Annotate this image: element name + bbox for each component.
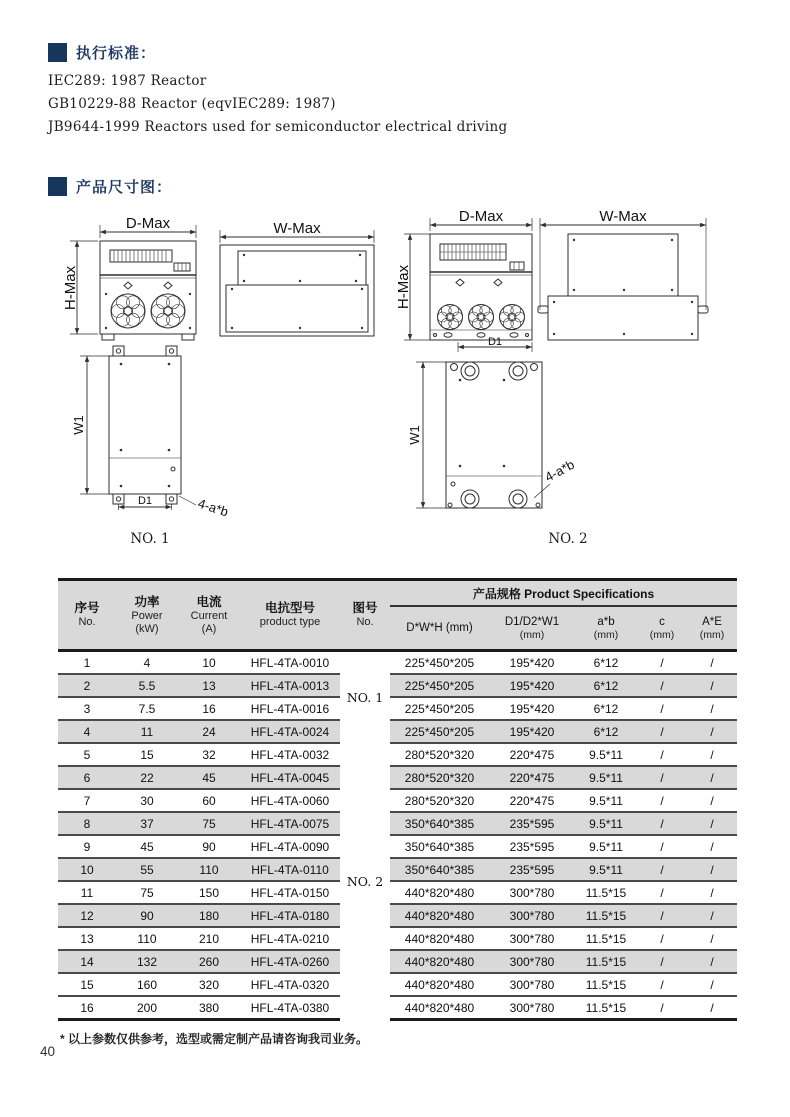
col-header-current: 电流 Current (A) bbox=[178, 580, 240, 651]
cell-power: 4 bbox=[116, 651, 178, 675]
cell-current: 13 bbox=[178, 674, 240, 697]
cell-ae: / bbox=[687, 651, 737, 675]
fan-icon bbox=[151, 294, 185, 328]
cell-ab: 9.5*11 bbox=[575, 858, 637, 881]
cell-ab: 11.5*15 bbox=[575, 881, 637, 904]
fan-icon bbox=[500, 305, 525, 330]
cell-power: 75 bbox=[116, 881, 178, 904]
fan-icon bbox=[438, 305, 463, 330]
cell-power: 132 bbox=[116, 950, 178, 973]
cell-ae: / bbox=[687, 973, 737, 996]
figure-ref-cell: NO. 1 bbox=[340, 651, 390, 744]
cell-no: 3 bbox=[58, 697, 116, 720]
cell-ab: 6*12 bbox=[575, 674, 637, 697]
cell-c: / bbox=[637, 904, 687, 927]
cell-c: / bbox=[637, 651, 687, 675]
cell-ae: / bbox=[687, 812, 737, 835]
d1-label: D1 bbox=[137, 495, 153, 507]
table-row bbox=[58, 697, 737, 720]
cell-product-type: HFL-4TA-0016 bbox=[240, 697, 340, 720]
cell-dwh: 350*640*385 bbox=[390, 812, 489, 835]
w1-label: W1 bbox=[407, 425, 422, 445]
cell-power: 30 bbox=[116, 789, 178, 812]
product-spec-table bbox=[58, 578, 737, 1021]
cell-product-type: HFL-4TA-0090 bbox=[240, 835, 340, 858]
cell-ab: 9.5*11 bbox=[575, 789, 637, 812]
cell-current: 45 bbox=[178, 766, 240, 789]
cell-dwh: 350*640*385 bbox=[390, 835, 489, 858]
d-max-label: D-Max bbox=[125, 215, 171, 232]
cell-product-type: HFL-4TA-0110 bbox=[240, 858, 340, 881]
cell-ae: / bbox=[687, 835, 737, 858]
standards-section bbox=[48, 42, 507, 139]
standard-item: JB9644-1999 Reactors used for semiconductor electrical driving bbox=[48, 119, 508, 135]
cell-ae: / bbox=[687, 927, 737, 950]
cell-c: / bbox=[637, 789, 687, 812]
cell-c: / bbox=[637, 858, 687, 881]
cell-dwh: 225*450*205 bbox=[390, 720, 489, 743]
table-row bbox=[58, 812, 737, 835]
col-header-no: 序号 No. bbox=[58, 580, 116, 651]
no1-side-view-drawing bbox=[210, 222, 382, 342]
dimension-title: 产品尺寸图： bbox=[76, 179, 173, 196]
cell-current: 16 bbox=[178, 697, 240, 720]
cell-d1w1: 235*595 bbox=[489, 858, 575, 881]
cell-ab: 11.5*15 bbox=[575, 973, 637, 996]
cell-dwh: 225*450*205 bbox=[390, 651, 489, 675]
table-row bbox=[58, 651, 737, 675]
table-row bbox=[58, 881, 737, 904]
cell-no: 15 bbox=[58, 973, 116, 996]
cell-product-type: HFL-4TA-0380 bbox=[240, 996, 340, 1020]
cell-power: 22 bbox=[116, 766, 178, 789]
standard-item: IEC289: 1987 Reactor bbox=[48, 73, 207, 89]
cell-product-type: HFL-4TA-0024 bbox=[240, 720, 340, 743]
cell-current: 320 bbox=[178, 973, 240, 996]
cell-no: 1 bbox=[58, 651, 116, 675]
cell-dwh: 280*520*320 bbox=[390, 743, 489, 766]
col-header-type: 电抗型号 product type bbox=[240, 580, 340, 651]
cell-c: / bbox=[637, 766, 687, 789]
cell-ae: / bbox=[687, 743, 737, 766]
cell-product-type: HFL-4TA-0180 bbox=[240, 904, 340, 927]
cell-d1w1: 235*595 bbox=[489, 812, 575, 835]
table-row bbox=[58, 835, 737, 858]
cell-no: 6 bbox=[58, 766, 116, 789]
cell-d1w1: 220*475 bbox=[489, 743, 575, 766]
cell-power: 5.5 bbox=[116, 674, 178, 697]
table-row bbox=[58, 996, 737, 1020]
page-number: 40 bbox=[40, 1044, 56, 1059]
cell-c: / bbox=[637, 973, 687, 996]
cell-no: 9 bbox=[58, 835, 116, 858]
standard-item: GB10229-88 Reactor (eqvIEC289: 1987) bbox=[48, 96, 336, 112]
cell-product-type: HFL-4TA-0075 bbox=[240, 812, 340, 835]
terminal-block bbox=[440, 244, 524, 270]
cell-no: 4 bbox=[58, 720, 116, 743]
cell-d1w1: 300*780 bbox=[489, 927, 575, 950]
col-header-d1w1: D1/D2*W1 (mm) bbox=[489, 606, 575, 651]
d-max-label: D-Max bbox=[458, 208, 504, 225]
terminal-block bbox=[110, 250, 190, 271]
cell-ae: / bbox=[687, 720, 737, 743]
cell-power: 110 bbox=[116, 927, 178, 950]
cell-current: 75 bbox=[178, 812, 240, 835]
cell-current: 90 bbox=[178, 835, 240, 858]
cell-d1w1: 300*780 bbox=[489, 904, 575, 927]
figure2-caption: NO. 2 bbox=[548, 531, 588, 547]
cell-ae: / bbox=[687, 789, 737, 812]
cell-power: 55 bbox=[116, 858, 178, 881]
cell-d1w1: 195*420 bbox=[489, 651, 575, 675]
cell-power: 45 bbox=[116, 835, 178, 858]
mounting-holes-label: 4-a*b bbox=[542, 456, 577, 485]
cell-dwh: 440*820*480 bbox=[390, 904, 489, 927]
table-row bbox=[58, 858, 737, 881]
cell-dwh: 440*820*480 bbox=[390, 927, 489, 950]
table-row bbox=[58, 927, 737, 950]
cell-power: 37 bbox=[116, 812, 178, 835]
cell-power: 11 bbox=[116, 720, 178, 743]
cell-ae: / bbox=[687, 674, 737, 697]
cell-dwh: 225*450*205 bbox=[390, 674, 489, 697]
cell-dwh: 280*520*320 bbox=[390, 766, 489, 789]
cell-no: 13 bbox=[58, 927, 116, 950]
cell-d1w1: 300*780 bbox=[489, 950, 575, 973]
cell-ae: / bbox=[687, 697, 737, 720]
section-bullet-icon bbox=[48, 43, 67, 62]
cell-power: 200 bbox=[116, 996, 178, 1020]
cell-no: 2 bbox=[58, 674, 116, 697]
cell-no: 7 bbox=[58, 789, 116, 812]
table-footnote: * 以上参数仅供参考，选型或需定制产品请咨询我司业务。 bbox=[60, 1032, 369, 1046]
cell-no: 12 bbox=[58, 904, 116, 927]
cell-ae: / bbox=[687, 904, 737, 927]
cell-ab: 9.5*11 bbox=[575, 835, 637, 858]
standards-title: 执行标准： bbox=[76, 45, 157, 62]
cell-ae: / bbox=[687, 858, 737, 881]
cell-product-type: HFL-4TA-0150 bbox=[240, 881, 340, 904]
cell-c: / bbox=[637, 927, 687, 950]
col-header-ab: a*b (mm) bbox=[575, 606, 637, 651]
cell-product-type: HFL-4TA-0060 bbox=[240, 789, 340, 812]
table-row bbox=[58, 950, 737, 973]
cell-current: 380 bbox=[178, 996, 240, 1020]
cell-d1w1: 300*780 bbox=[489, 881, 575, 904]
cell-product-type: HFL-4TA-0045 bbox=[240, 766, 340, 789]
cell-dwh: 350*640*385 bbox=[390, 858, 489, 881]
cell-product-type: HFL-4TA-0032 bbox=[240, 743, 340, 766]
col-header-c: c (mm) bbox=[637, 606, 687, 651]
cell-ab: 6*12 bbox=[575, 720, 637, 743]
cell-c: / bbox=[637, 881, 687, 904]
cell-no: 14 bbox=[58, 950, 116, 973]
cell-ab: 9.5*11 bbox=[575, 766, 637, 789]
cell-d1w1: 220*475 bbox=[489, 766, 575, 789]
no1-bottom-view-drawing bbox=[66, 338, 236, 520]
cell-power: 15 bbox=[116, 743, 178, 766]
cell-current: 24 bbox=[178, 720, 240, 743]
cell-product-type: HFL-4TA-0010 bbox=[240, 651, 340, 675]
cell-no: 11 bbox=[58, 881, 116, 904]
cell-c: / bbox=[637, 743, 687, 766]
no1-front-view-drawing bbox=[64, 216, 206, 342]
col-header-power: 功率 Power (kW) bbox=[116, 580, 178, 651]
cell-product-type: HFL-4TA-0013 bbox=[240, 674, 340, 697]
table-row bbox=[58, 789, 737, 812]
section-bullet-icon bbox=[48, 177, 67, 196]
w-max-label: W-Max bbox=[599, 208, 647, 225]
cell-d1w1: 195*420 bbox=[489, 697, 575, 720]
cell-ab: 11.5*15 bbox=[575, 927, 637, 950]
cell-dwh: 225*450*205 bbox=[390, 697, 489, 720]
cell-d1w1: 220*475 bbox=[489, 789, 575, 812]
cell-ae: / bbox=[687, 996, 737, 1020]
cell-current: 32 bbox=[178, 743, 240, 766]
cell-current: 260 bbox=[178, 950, 240, 973]
no2-side-view-drawing bbox=[534, 210, 712, 346]
table-row bbox=[58, 720, 737, 743]
cell-c: / bbox=[637, 720, 687, 743]
cell-ab: 9.5*11 bbox=[575, 743, 637, 766]
cell-ae: / bbox=[687, 766, 737, 789]
fan-icon bbox=[469, 305, 494, 330]
d1-label: D1 bbox=[487, 336, 503, 348]
cell-d1w1: 195*420 bbox=[489, 674, 575, 697]
cell-c: / bbox=[637, 835, 687, 858]
cell-current: 150 bbox=[178, 881, 240, 904]
cell-c: / bbox=[637, 996, 687, 1020]
cell-dwh: 280*520*320 bbox=[390, 789, 489, 812]
cell-power: 7.5 bbox=[116, 697, 178, 720]
cell-power: 160 bbox=[116, 973, 178, 996]
table-row bbox=[58, 766, 737, 789]
h-max-label: H-Max bbox=[62, 265, 79, 311]
col-header-ae: A*E (mm) bbox=[687, 606, 737, 651]
col-header-figure: 图号 No. bbox=[340, 580, 390, 651]
figure-ref-cell: NO. 2 bbox=[340, 743, 390, 1020]
table-row bbox=[58, 743, 737, 766]
cell-d1w1: 300*780 bbox=[489, 996, 575, 1020]
cell-ab: 9.5*11 bbox=[575, 812, 637, 835]
cell-current: 10 bbox=[178, 651, 240, 675]
table-row bbox=[58, 904, 737, 927]
cell-product-type: HFL-4TA-0320 bbox=[240, 973, 340, 996]
cell-current: 210 bbox=[178, 927, 240, 950]
cell-product-type: HFL-4TA-0260 bbox=[240, 950, 340, 973]
dimension-section-header bbox=[48, 176, 172, 197]
cell-current: 110 bbox=[178, 858, 240, 881]
cell-dwh: 440*820*480 bbox=[390, 973, 489, 996]
cell-dwh: 440*820*480 bbox=[390, 881, 489, 904]
w-max-label: W-Max bbox=[273, 220, 321, 237]
cell-no: 8 bbox=[58, 812, 116, 835]
cell-ab: 11.5*15 bbox=[575, 950, 637, 973]
dimension-diagrams bbox=[0, 208, 790, 558]
cell-no: 10 bbox=[58, 858, 116, 881]
cell-ab: 6*12 bbox=[575, 697, 637, 720]
h-max-label: H-Max bbox=[395, 264, 412, 310]
cell-d1w1: 300*780 bbox=[489, 973, 575, 996]
cell-power: 90 bbox=[116, 904, 178, 927]
table-row bbox=[58, 973, 737, 996]
cell-no: 16 bbox=[58, 996, 116, 1020]
w1-label: W1 bbox=[71, 415, 86, 435]
spec-group-header: 产品规格 Product Specifications bbox=[390, 580, 737, 607]
table-row bbox=[58, 674, 737, 697]
cell-c: / bbox=[637, 950, 687, 973]
cell-c: / bbox=[637, 674, 687, 697]
mounting-holes-label: 4-a*b bbox=[196, 495, 231, 520]
col-header-dwh: D*W*H (mm) bbox=[390, 606, 489, 651]
cell-dwh: 440*820*480 bbox=[390, 996, 489, 1020]
cell-ae: / bbox=[687, 881, 737, 904]
cell-product-type: HFL-4TA-0210 bbox=[240, 927, 340, 950]
cell-ab: 6*12 bbox=[575, 651, 637, 675]
no2-front-view-drawing bbox=[395, 208, 540, 346]
fan-icon bbox=[111, 294, 145, 328]
cell-current: 60 bbox=[178, 789, 240, 812]
cell-ab: 11.5*15 bbox=[575, 904, 637, 927]
cell-ab: 11.5*15 bbox=[575, 996, 637, 1020]
cell-d1w1: 235*595 bbox=[489, 835, 575, 858]
cell-no: 5 bbox=[58, 743, 116, 766]
cell-current: 180 bbox=[178, 904, 240, 927]
cell-c: / bbox=[637, 812, 687, 835]
no2-bottom-view-drawing bbox=[400, 336, 590, 518]
cell-d1w1: 195*420 bbox=[489, 720, 575, 743]
cell-ae: / bbox=[687, 950, 737, 973]
cell-c: / bbox=[637, 697, 687, 720]
figure1-caption: NO. 1 bbox=[130, 531, 170, 547]
cell-dwh: 440*820*480 bbox=[390, 950, 489, 973]
